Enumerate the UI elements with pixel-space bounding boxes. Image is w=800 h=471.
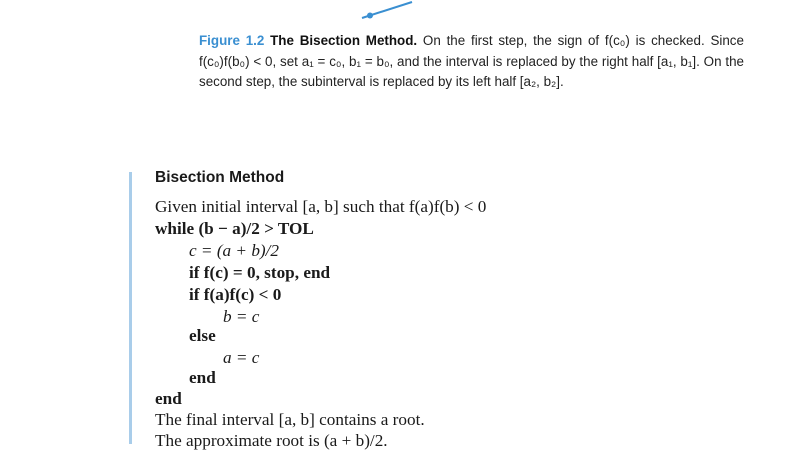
algorithm-line-midpoint: c = (a + b)/2 xyxy=(189,241,280,260)
algorithm-line-end-if: end xyxy=(189,368,216,387)
algorithm-line-else: else xyxy=(189,326,216,345)
algorithm-line-if-sign: if f(a)f(c) < 0 xyxy=(189,285,282,304)
figure-caption xyxy=(199,31,744,93)
algorithm-line-b-assign: b = c xyxy=(223,307,260,326)
algorithm-line-end-while: end xyxy=(155,389,182,408)
figure-label: Figure 1.2 xyxy=(199,33,265,48)
algorithm-title: Bisection Method xyxy=(155,169,285,186)
figure-graph-fragment xyxy=(360,0,420,20)
algorithm-line-if-zero: if f(c) = 0, stop, end xyxy=(189,263,331,282)
algorithm-line-a-assign: a = c xyxy=(223,348,260,367)
figure-caption-text: On the first step, the sign of f(c₀) is checked. Since f(c₀)f(b₀) < 0, set a₁ = c₀, b₁ = b₀, and the interval is replaced by the right half [a₁, b₁]. On the second step, the subinterval is replaced by its left half [a₂, b₂]. xyxy=(199,33,744,89)
algorithm-line-final-interval: The final interval [a, b] contains a root. xyxy=(155,410,425,429)
algorithm-line-while: while (b − a)/2 > TOL xyxy=(155,219,314,238)
figure-title: The Bisection Method. xyxy=(270,33,418,48)
algorithm-line-given: Given initial interval [a, b] such that f(a)f(b) < 0 xyxy=(155,197,487,216)
algorithm-line-approx-root: The approximate root is (a + b)/2. xyxy=(155,431,388,450)
figure-point xyxy=(367,13,373,19)
algorithm-sidebar-bar xyxy=(129,172,132,444)
